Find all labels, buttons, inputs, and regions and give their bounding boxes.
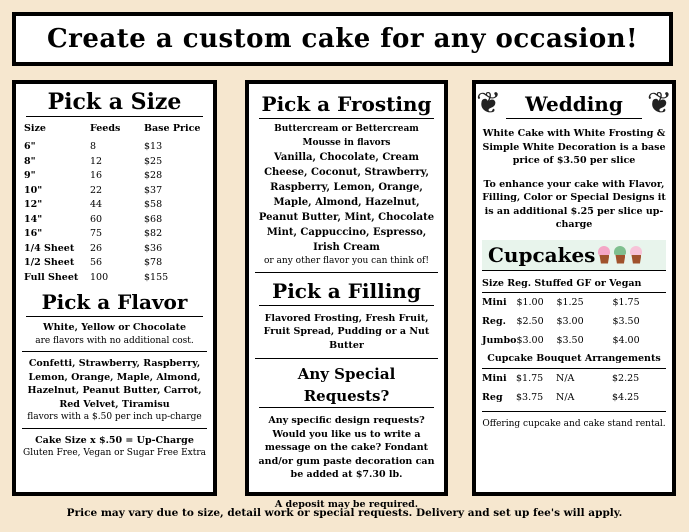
filling-heading: Pick a Filling [259,277,434,306]
cupcake-icon [613,246,627,264]
table-cell: 22 [90,184,103,196]
price-col-header: Base Price [144,123,201,134]
table-row [24,169,204,184]
filling-options: Flavored Frosting, Fresh Fruit, Fruit Spread, Pudding or a Nut Butter [263,312,430,351]
table-cell: $2.50 [516,316,544,327]
table-cell: $78 [144,257,163,268]
footer-note: Price may vary due to size, detail work or special requests. Delivery and set up fee's will apply. [66,507,623,519]
table-cell: $3.00 [516,335,544,346]
table-row [24,227,204,242]
table-cell: $13 [144,141,163,152]
size-flavor-panel [12,80,217,496]
table-row [482,388,662,407]
table-cell: 8" [24,155,36,167]
divider [22,428,207,429]
table-row [24,213,204,228]
divider [255,272,438,273]
table-cell: 75 [90,228,103,239]
feeds-col-header: Feeds [90,123,121,134]
deposit-note: A deposit may be required. [274,498,419,510]
table-cell: 9" [24,170,36,181]
table-cell: 1/2 Sheet [24,257,75,268]
table-cell: $3.75 [516,391,544,403]
size-col-header: Size [24,123,46,134]
table-cell: N/A [556,391,575,403]
dietary-extra: Gluten Free, Vegan or Sugar Free Extra [23,448,206,458]
rental-note: Offering cupcake and cake stand rental. [482,418,666,429]
table-row [24,242,204,257]
table-cell: $68 [144,213,163,225]
cupcakes-banner [482,240,666,271]
divider [22,351,207,352]
table-cell: 26 [90,242,103,254]
table-cell: $58 [144,199,163,210]
bouquet-heading: Cupcake Bouquet Arrangements [487,353,661,364]
frosting-filling-panel [245,80,448,510]
table-row [24,140,204,155]
table-row [24,155,204,170]
table-row [24,198,204,213]
size-heading: Pick a Size [26,88,203,117]
swirl-ornament-icon: ❦ [646,86,672,121]
swirl-ornament-icon: ❦ [476,86,502,121]
table-row [482,312,662,331]
table-cell: $3.00 [556,316,584,327]
table-cell: 16" [24,228,43,239]
table-cell: 8 [90,141,97,152]
table-cell: $1.25 [556,297,584,308]
table-cell: Full Sheet [24,271,79,283]
cupcake-header-row: Size Reg. Stuffed GF or Vegan [482,277,642,289]
wedding-heading: Wedding [506,90,642,119]
table-cell: 6" [24,141,36,152]
table-cell: Mini [482,372,507,384]
divider [255,358,438,359]
table-cell: $2.25 [612,372,640,384]
table-row [24,184,204,199]
table-row [24,256,204,271]
basic-flavors-note: are flavors with no additional cost. [35,335,194,346]
table-cell: $1.75 [516,372,544,384]
table-cell: $28 [144,170,163,181]
table-cell: $1.00 [516,297,544,308]
divider [482,411,666,412]
table-cell: $4.00 [612,335,640,346]
table-cell: $1.75 [612,297,640,308]
table-cell: 16 [90,170,103,181]
table-cell: 10" [24,184,43,196]
table-cell: $3.50 [556,335,584,346]
basic-flavors: White, Yellow or Chocolate [42,322,187,333]
cupcake-price-table [482,293,662,350]
table-cell: Reg. [482,316,506,327]
table-row [24,271,204,286]
table-cell: $82 [144,228,163,239]
table-cell: Reg [482,391,503,403]
table-cell: 12 [90,155,103,167]
table-cell: $4.25 [612,391,640,403]
frosting-heading: Pick a Frosting [259,90,434,119]
table-row [482,293,662,312]
table-cell: $25 [144,155,163,167]
table-cell: 1/4 Sheet [24,242,75,254]
table-cell: 12" [24,199,43,210]
cupcakes-heading: Cupcakes [488,242,596,267]
frosting-note: or any other flavor you can think of! [263,256,430,266]
wedding-base-price: White Cake with White Frosting & Simple White Decoration is a base price of $3.50 per slice [482,128,666,166]
table-cell: $3.50 [612,316,640,327]
table-cell: $155 [144,271,169,283]
table-cell: $37 [144,184,163,196]
table-row [482,331,662,350]
table-cell: Mini [482,297,507,308]
flavor-heading: Pick a Flavor [26,288,203,317]
bouquet-price-table [482,369,662,407]
special-heading: Any Special Requests? [259,363,434,408]
premium-flavors: Confetti, Strawberry, Raspberry, Lemon, Orange, Maple, Almond, Hazelnut, Peanut Butter, Carrot, Red Velvet, Tiramisu [27,358,202,410]
cupcake-icon [597,246,611,264]
table-cell: N/A [556,372,575,384]
wedding-enhance: To enhance your cake with Flavor, Filling, Color or Special Designs it is an additional $.25 per slice up-charge [482,178,666,230]
table-cell: 56 [90,257,103,268]
wedding-cupcake-panel [472,80,676,496]
page-title: Create a custom cake for any occasion! [46,24,639,54]
title-banner [12,12,673,66]
table-cell: 60 [90,213,103,225]
table-cell: 100 [90,271,109,283]
cupcake-icon [629,246,643,264]
frosting-intro: Buttercream or Bettercream Mousse in flavors [274,124,419,148]
table-cell: $36 [144,242,163,254]
premium-flavors-note: flavors with a $.50 per inch up-charge [27,412,202,422]
table-cell: Jumbo [482,335,517,346]
size-table [24,123,204,285]
frosting-flavors: Vanilla, Chocolate, Cream Cheese, Coconut, Strawberry, Raspberry, Lemon, Orange, Maple, Almond, Hazelnut, Peanut Butter, Mint, Chocolate Mint, Cappuccino, Espresso, Irish Cream [258,152,435,253]
upcharge-formula: Cake Size x $.50 = Up-Charge [35,434,194,446]
table-cell: 44 [90,199,103,210]
special-text: Any specific design requests? Would you like us to write a message on the cake? Fondant and/or gum paste decoration can be added at $7.30 lb. [258,415,435,480]
table-row [482,369,662,388]
table-cell: 14" [24,213,43,225]
